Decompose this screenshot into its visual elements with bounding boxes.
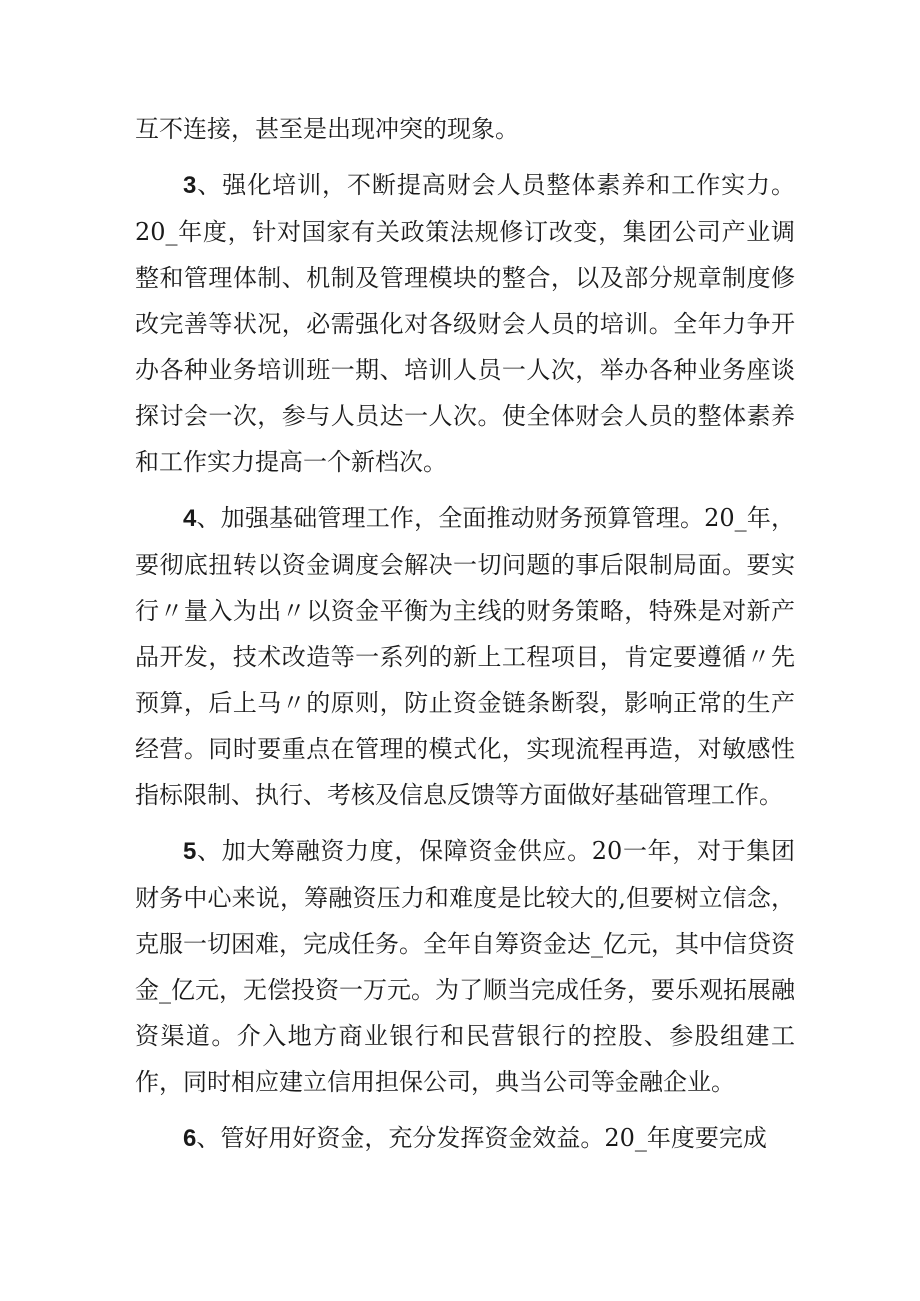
item-number: 4 [183, 505, 197, 532]
paragraph-item-5 [135, 828, 795, 1105]
document-body [135, 106, 795, 1162]
paragraph-text: 、加强基础管理工作，全面推动财务预算管理。20_年，要彻底扭转以资金调度会解决一切问题的事后限制局面。要实行〃量入为出〃以资金平衡为主线的财务策略，特殊是对新产品开发，技术改造等一系列的新上工程项目，肯定要遵循〃先预算，后上马〃的原则，防止资金链条断裂，影响正常的生产经营。同时要重点在管理的模式化，实现流程再造，对敏感性指标限制、执行、考核及信息反馈等方面做好基础管理工作。 [135, 504, 795, 809]
paragraph-text: 、强化培训，不断提高财会人员整体素养和工作实力。20_年度，针对国家有关政策法规修订改变，集团公司产业调整和管理体制、机制及管理模块的整合，以及部分规章制度修改完善等状况，必需强化对各级财会人员的培训。全年力争开办各种业务培训班一期、培训人员一人次，举办各种业务座谈探讨会一次，参与人员达一人次。使全体财会人员的整体素养和工作实力提高一个新档次。 [135, 171, 795, 476]
paragraph-item-3 [135, 162, 795, 485]
paragraph-text: 互不连接，甚至是出现冲突的现象。 [135, 115, 519, 143]
paragraph-text: 、管好用好资金，充分发挥资金效益。20_年度要完成 [196, 1124, 767, 1152]
item-number: 5 [183, 838, 197, 865]
item-number: 3 [183, 172, 197, 199]
paragraph-text: 、加大筹融资力度，保障资金供应。20一年，对于集团财务中心来说，筹融资压力和难度是比较大的,但要树立信念，克服一切困难，完成任务。全年自筹资金达_亿元，其中信贷资金_亿元，无偿投资一万元。为了顺当完成任务，要乐观拓展融资渠道。介入地方商业银行和民营银行的控股、参股组建工作，同时相应建立信用担保公司，典当公司等金融企业。 [135, 837, 795, 1096]
paragraph-item-6 [135, 1115, 795, 1162]
item-number: 6 [183, 1125, 197, 1152]
paragraph-continuation [135, 106, 795, 152]
paragraph-item-4 [135, 495, 795, 818]
